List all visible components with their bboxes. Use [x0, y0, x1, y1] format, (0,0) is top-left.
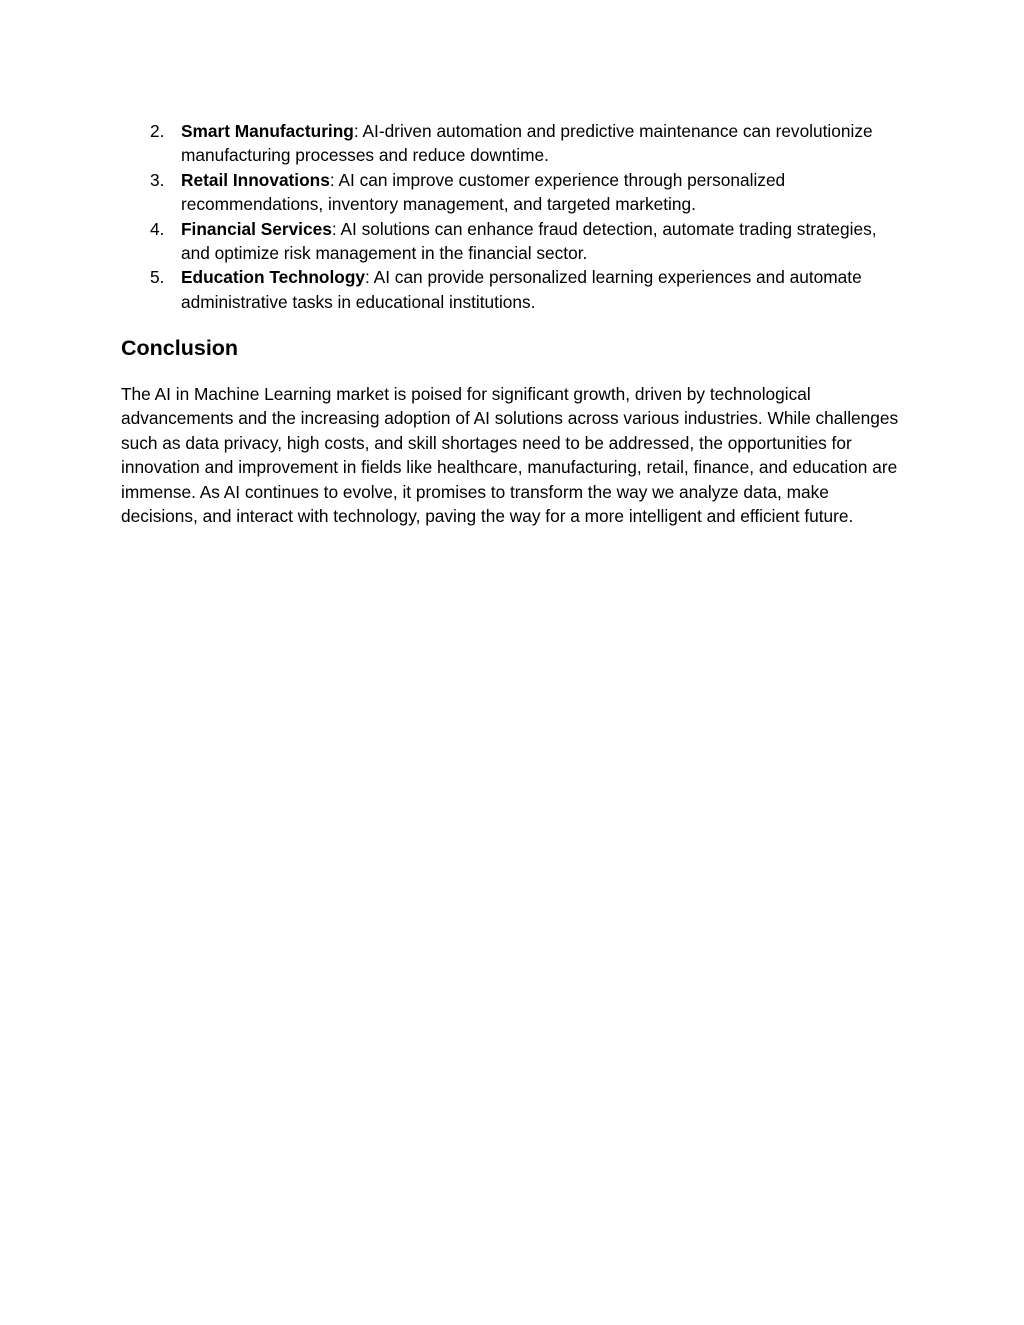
- list-item-title: Smart Manufacturing: [181, 121, 354, 141]
- list-item-text: : AI can provide personalized learning experiences and automate administrative tasks in educational institutions.: [181, 267, 862, 312]
- list-item: [121, 119, 901, 168]
- list-item-title: Financial Services: [181, 218, 332, 239]
- list-item: [121, 217, 901, 266]
- list-item-number: 2.: [150, 121, 165, 141]
- list-item-number: 5.: [150, 267, 165, 288]
- list-item-text: : AI-driven automation and predictive maintenance can revolutionize manufacturing processes and reduce downtime.: [181, 121, 873, 166]
- conclusion-heading: Conclusion: [121, 336, 239, 360]
- list-item: [121, 168, 901, 217]
- list-item-text: : AI solutions can enhance fraud detection, automate trading strategies, and optimize risk management in the financial sector.: [181, 218, 877, 264]
- list-item-title: Education Technology: [181, 267, 366, 288]
- list-item-text: : AI can improve customer experience through personalized recommendations, inventory management, and targeted marketing.: [181, 169, 786, 215]
- conclusion-paragraph: The AI in Machine Learning market is poised for significant growth, driven by technological advancements and the increasing adoption of AI solutions across various industries. While challenges such as data privacy, high costs, and skill shortages need to be addressed, the opportunities for innovation and improvement in fields like healthcare, manufacturing, retail, finance, and education are immense. As AI continues to evolve, it promises to transform the way we analyze data, make decisions, and interact with technology, paving the way for a more intelligent and efficient future.: [121, 384, 899, 527]
- list-item: [121, 265, 901, 314]
- list-item-number: 3.: [150, 169, 165, 190]
- numbered-list: [121, 119, 901, 314]
- list-item-title: Retail Innovations: [181, 169, 330, 190]
- list-item-number: 4.: [150, 218, 165, 239]
